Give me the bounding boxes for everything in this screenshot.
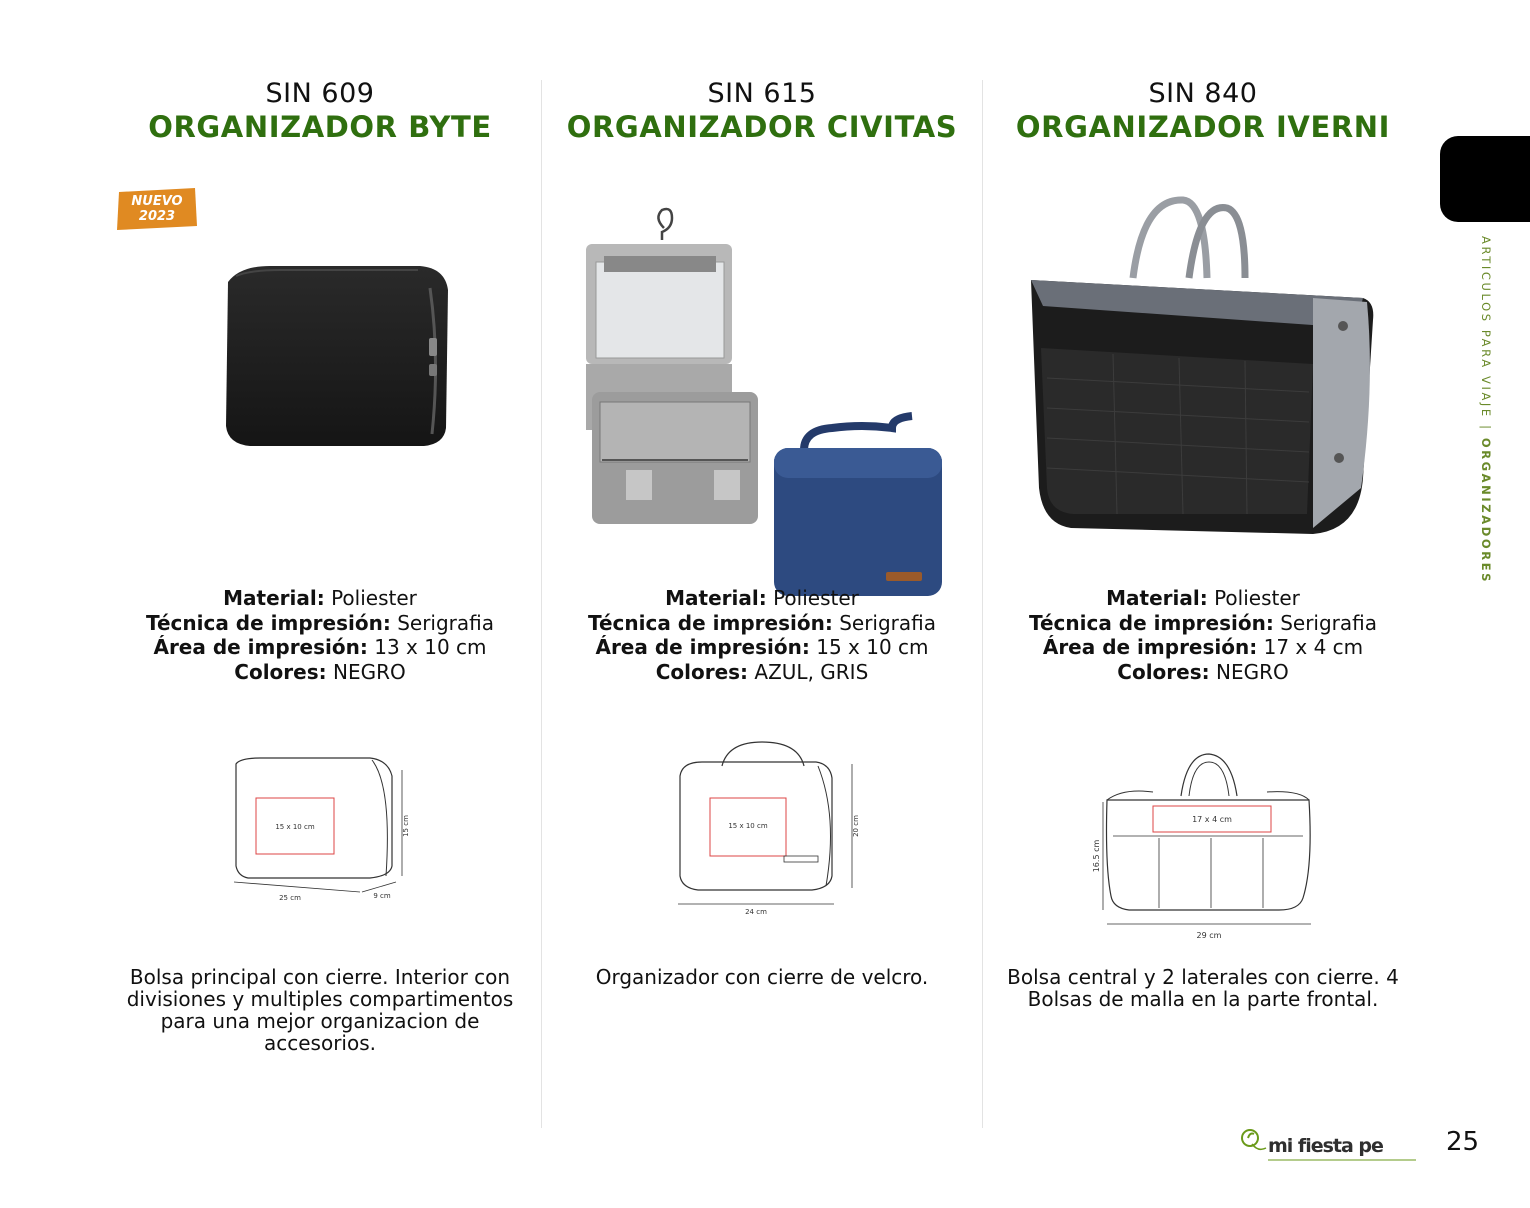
print-area-label: Área de impresión: <box>595 635 810 659</box>
technical-drawing <box>983 726 1423 940</box>
technical-drawing <box>542 726 982 926</box>
colors-value: NEGRO <box>1215 659 1289 684</box>
material-value: Poliester <box>331 586 417 610</box>
category-name: ORGANIZADORES <box>1479 437 1493 585</box>
drawing-height-label: 16.5 cm <box>1092 839 1101 873</box>
product-code: SIN 840 <box>1148 78 1258 109</box>
product-name: ORGANIZADOR BYTE <box>148 110 492 144</box>
technique-label: Técnica de impresión: <box>1028 610 1274 635</box>
colors-value: AZUL, GRIS <box>754 659 869 684</box>
material-label: Material: <box>665 586 767 610</box>
drawing-width-label: 24 cm <box>745 908 767 916</box>
material-label: Material: <box>223 586 325 610</box>
drawing-print-area-label: 15 x 10 cm <box>275 823 315 831</box>
section-separator: | <box>1479 425 1493 432</box>
product-specs <box>983 586 1423 684</box>
section-label <box>1475 236 1495 585</box>
print-area-value: 15 x 10 cm <box>816 635 929 659</box>
product-specs <box>542 586 982 684</box>
print-area-label: Área de impresión: <box>153 635 368 659</box>
product-photo <box>983 178 1423 558</box>
brand-logo <box>1238 1122 1418 1166</box>
technical-drawing <box>100 726 540 926</box>
drawing-depth-label: 9 cm <box>373 892 391 900</box>
material-value: Poliester <box>773 586 859 610</box>
technique-value: Serigrafia <box>397 610 494 635</box>
print-area-value: 13 x 10 cm <box>374 635 487 659</box>
product-name: ORGANIZADOR IVERNI <box>1015 110 1391 144</box>
drawing-width-label: 29 cm <box>1196 931 1222 940</box>
product-civitas <box>542 78 982 989</box>
colors-label: Colores: <box>1117 659 1210 684</box>
print-area-label: Área de impresión: <box>1042 635 1258 659</box>
technique-label: Técnica de impresión: <box>145 610 391 635</box>
product-photo <box>542 178 982 558</box>
section-name: ARTICULOS PARA VIAJE <box>1479 236 1493 419</box>
drawing-height-label: 20 cm <box>852 815 860 837</box>
badge-line1: NUEVO <box>131 194 183 209</box>
product-description: Bolsa principal con cierre. Interior con divisiones y multiples compartimentos para una mejor organizacion de accesorios. <box>126 965 514 1055</box>
technique-value: Serigrafia <box>1280 610 1377 635</box>
print-area-value: 17 x 4 cm <box>1263 635 1364 659</box>
drawing-width-label: 25 cm <box>279 894 301 902</box>
drawing-height-label: 15 cm <box>402 815 410 837</box>
page-number: 25 <box>1446 1127 1480 1157</box>
colors-value: NEGRO <box>332 659 406 684</box>
badge-line2: 2023 <box>138 209 176 224</box>
drawing-print-area-label: 17 x 4 cm <box>1192 815 1232 824</box>
product-description: Organizador con cierre de velcro. <box>595 965 929 989</box>
new-badge <box>115 186 199 232</box>
product-code: SIN 615 <box>707 78 817 109</box>
technique-label: Técnica de impresión: <box>587 610 833 635</box>
material-value: Poliester <box>1214 586 1300 610</box>
product-code: SIN 609 <box>265 78 375 109</box>
section-tab <box>1440 136 1530 222</box>
colors-label: Colores: <box>655 659 749 684</box>
material-label: Material: <box>1106 586 1208 610</box>
colors-label: Colores: <box>234 659 327 684</box>
drawing-print-area-label: 15 x 10 cm <box>728 822 768 830</box>
product-iverni <box>983 78 1423 1011</box>
product-photo <box>100 178 540 558</box>
technique-value: Serigrafia <box>839 610 936 635</box>
product-name: ORGANIZADOR CIVITAS <box>566 110 958 144</box>
brand-name: mi fiesta pe <box>1268 1135 1383 1157</box>
product-specs <box>100 586 540 684</box>
product-description: Bolsa central y 2 laterales con cierre. 4 Bolsas de malla en la parte frontal. <box>1007 965 1399 1011</box>
